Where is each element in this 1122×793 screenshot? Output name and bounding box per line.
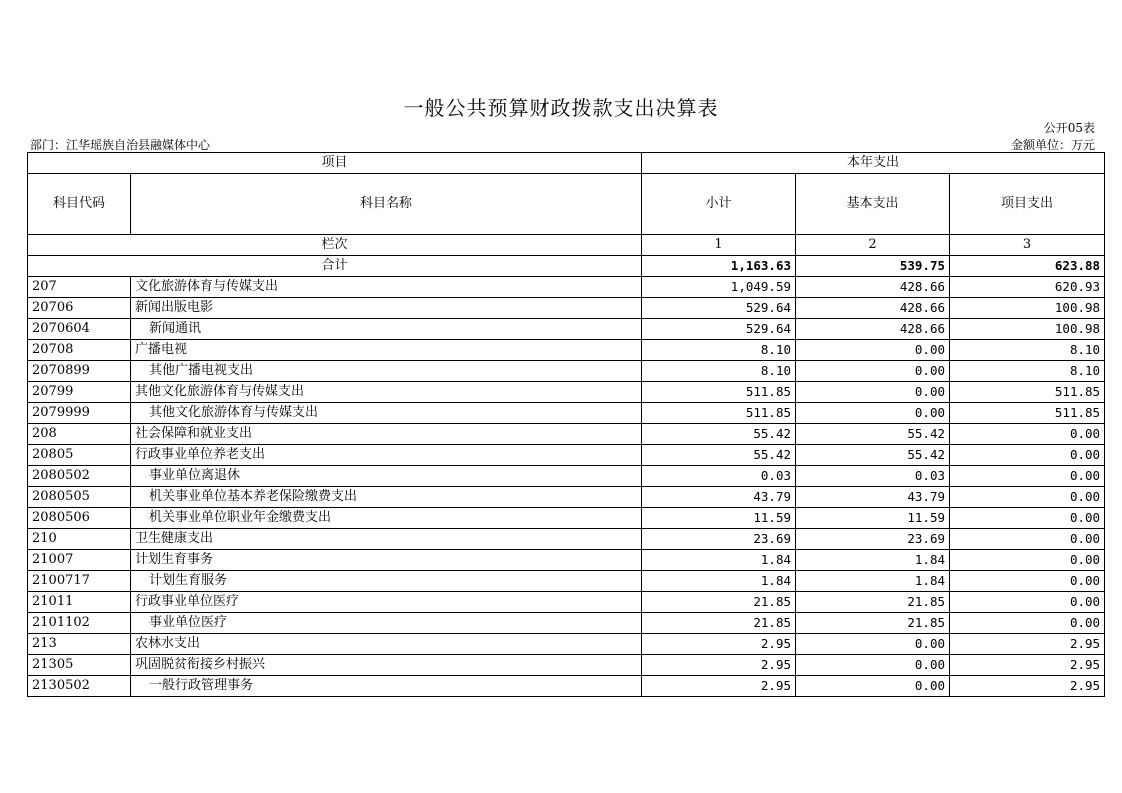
code-cell: 208 bbox=[28, 424, 131, 445]
program-cell: 0.00 bbox=[950, 550, 1105, 571]
code-cell: 2079999 bbox=[28, 403, 131, 424]
page-title: 一般公共预算财政拨款支出决算表 bbox=[403, 96, 719, 120]
code-cell: 21007 bbox=[28, 550, 131, 571]
table-row bbox=[28, 340, 1105, 361]
code-cell: 2080505 bbox=[28, 487, 131, 508]
name-cell: 文化旅游体育与传媒支出 bbox=[131, 277, 642, 298]
total-row bbox=[28, 256, 1105, 277]
name-cell: 计划生育服务 bbox=[131, 571, 642, 592]
name-cell: 新闻通讯 bbox=[131, 319, 642, 340]
program-cell: 0.00 bbox=[950, 571, 1105, 592]
table-row bbox=[28, 319, 1105, 340]
amount-unit-label: 金额单位：万元 bbox=[1010, 138, 1095, 152]
basic-cell: 0.00 bbox=[796, 361, 950, 382]
subtotal-cell: 2.95 bbox=[642, 676, 796, 697]
table-row bbox=[28, 634, 1105, 655]
program-cell: 0.00 bbox=[950, 613, 1105, 634]
program-cell: 100.98 bbox=[950, 298, 1105, 319]
program-cell: 0.00 bbox=[950, 508, 1105, 529]
subtotal-cell: 1.84 bbox=[642, 550, 796, 571]
total-program: 623.88 bbox=[950, 256, 1105, 277]
name-cell: 新闻出版电影 bbox=[131, 298, 642, 319]
program-cell: 2.95 bbox=[950, 655, 1105, 676]
program-cell: 511.85 bbox=[950, 382, 1105, 403]
name-cell: 事业单位医疗 bbox=[131, 613, 642, 634]
program-cell: 2.95 bbox=[950, 676, 1105, 697]
header-code: 科目代码 bbox=[28, 174, 131, 235]
program-cell: 8.10 bbox=[950, 361, 1105, 382]
column-index-2: 2 bbox=[796, 235, 950, 256]
program-cell: 2.95 bbox=[950, 634, 1105, 655]
basic-cell: 0.00 bbox=[796, 676, 950, 697]
subtotal-cell: 529.64 bbox=[642, 298, 796, 319]
code-cell: 2080502 bbox=[28, 466, 131, 487]
subtotal-cell: 55.42 bbox=[642, 445, 796, 466]
basic-cell: 428.66 bbox=[796, 298, 950, 319]
subtotal-cell: 43.79 bbox=[642, 487, 796, 508]
table-row bbox=[28, 403, 1105, 424]
basic-cell: 0.00 bbox=[796, 382, 950, 403]
table-row bbox=[28, 298, 1105, 319]
column-index-label: 栏次 bbox=[28, 235, 642, 256]
table-row bbox=[28, 592, 1105, 613]
program-cell: 8.10 bbox=[950, 340, 1105, 361]
table-row bbox=[28, 424, 1105, 445]
basic-cell: 55.42 bbox=[796, 445, 950, 466]
header-row-1 bbox=[28, 153, 1105, 174]
table-row bbox=[28, 382, 1105, 403]
total-subtotal: 1,163.63 bbox=[642, 256, 796, 277]
code-cell: 210 bbox=[28, 529, 131, 550]
subtotal-cell: 1,049.59 bbox=[642, 277, 796, 298]
basic-cell: 428.66 bbox=[796, 277, 950, 298]
basic-cell: 55.42 bbox=[796, 424, 950, 445]
code-cell: 2100717 bbox=[28, 571, 131, 592]
subtotal-cell: 2.95 bbox=[642, 655, 796, 676]
code-cell: 20708 bbox=[28, 340, 131, 361]
code-cell: 2130502 bbox=[28, 676, 131, 697]
code-cell: 20706 bbox=[28, 298, 131, 319]
program-cell: 0.00 bbox=[950, 592, 1105, 613]
program-cell: 620.93 bbox=[950, 277, 1105, 298]
name-cell: 巩固脱贫衔接乡村振兴 bbox=[131, 655, 642, 676]
program-cell: 0.00 bbox=[950, 466, 1105, 487]
table-row bbox=[28, 529, 1105, 550]
name-cell: 机关事业单位职业年金缴费支出 bbox=[131, 508, 642, 529]
program-cell: 0.00 bbox=[950, 445, 1105, 466]
subtotal-cell: 55.42 bbox=[642, 424, 796, 445]
subtotal-cell: 511.85 bbox=[642, 382, 796, 403]
basic-cell: 0.00 bbox=[796, 403, 950, 424]
header-name: 科目名称 bbox=[131, 174, 642, 235]
program-cell: 0.00 bbox=[950, 529, 1105, 550]
code-cell: 21011 bbox=[28, 592, 131, 613]
header-subtotal: 小计 bbox=[642, 174, 796, 235]
code-cell: 20805 bbox=[28, 445, 131, 466]
basic-cell: 0.03 bbox=[796, 466, 950, 487]
table-row bbox=[28, 655, 1105, 676]
code-cell: 2070899 bbox=[28, 361, 131, 382]
name-cell: 行政事业单位养老支出 bbox=[131, 445, 642, 466]
name-cell: 事业单位离退休 bbox=[131, 466, 642, 487]
subtotal-cell: 8.10 bbox=[642, 340, 796, 361]
basic-cell: 1.84 bbox=[796, 571, 950, 592]
subtotal-cell: 511.85 bbox=[642, 403, 796, 424]
table-row bbox=[28, 508, 1105, 529]
program-cell: 100.98 bbox=[950, 319, 1105, 340]
name-cell: 社会保障和就业支出 bbox=[131, 424, 642, 445]
program-cell: 0.00 bbox=[950, 487, 1105, 508]
code-cell: 207 bbox=[28, 277, 131, 298]
basic-cell: 21.85 bbox=[796, 613, 950, 634]
expenditure-table bbox=[27, 152, 1105, 697]
name-cell: 广播电视 bbox=[131, 340, 642, 361]
name-cell: 机关事业单位基本养老保险缴费支出 bbox=[131, 487, 642, 508]
program-cell: 0.00 bbox=[950, 424, 1105, 445]
basic-cell: 21.85 bbox=[796, 592, 950, 613]
subtotal-cell: 21.85 bbox=[642, 592, 796, 613]
name-cell: 其他文化旅游体育与传媒支出 bbox=[131, 382, 642, 403]
subtotal-cell: 21.85 bbox=[642, 613, 796, 634]
subtotal-cell: 2.95 bbox=[642, 634, 796, 655]
basic-cell: 43.79 bbox=[796, 487, 950, 508]
code-cell: 2070604 bbox=[28, 319, 131, 340]
subtotal-cell: 1.84 bbox=[642, 571, 796, 592]
table-row bbox=[28, 361, 1105, 382]
basic-cell: 23.69 bbox=[796, 529, 950, 550]
subtotal-cell: 0.03 bbox=[642, 466, 796, 487]
code-cell: 20799 bbox=[28, 382, 131, 403]
basic-cell: 11.59 bbox=[796, 508, 950, 529]
code-cell: 213 bbox=[28, 634, 131, 655]
column-index-3: 3 bbox=[950, 235, 1105, 256]
header-program: 项目支出 bbox=[950, 174, 1105, 235]
name-cell: 卫生健康支出 bbox=[131, 529, 642, 550]
header-row-2 bbox=[28, 174, 1105, 235]
name-cell: 其他文化旅游体育与传媒支出 bbox=[131, 403, 642, 424]
subtotal-cell: 529.64 bbox=[642, 319, 796, 340]
header-project: 项目 bbox=[28, 153, 642, 174]
basic-cell: 428.66 bbox=[796, 319, 950, 340]
table-row bbox=[28, 445, 1105, 466]
table-row bbox=[28, 571, 1105, 592]
header-basic: 基本支出 bbox=[796, 174, 950, 235]
table-row bbox=[28, 550, 1105, 571]
form-number: 公开05表 bbox=[1043, 121, 1095, 135]
name-cell: 计划生育事务 bbox=[131, 550, 642, 571]
table-row bbox=[28, 676, 1105, 697]
name-cell: 行政事业单位医疗 bbox=[131, 592, 642, 613]
name-cell: 一般行政管理事务 bbox=[131, 676, 642, 697]
code-cell: 2080506 bbox=[28, 508, 131, 529]
program-cell: 511.85 bbox=[950, 403, 1105, 424]
basic-cell: 0.00 bbox=[796, 655, 950, 676]
department-label: 部门：江华瑶族自治县融媒体中心 bbox=[30, 138, 211, 152]
subtotal-cell: 11.59 bbox=[642, 508, 796, 529]
subtotal-cell: 8.10 bbox=[642, 361, 796, 382]
name-cell: 农林水支出 bbox=[131, 634, 642, 655]
basic-cell: 1.84 bbox=[796, 550, 950, 571]
table-row bbox=[28, 466, 1105, 487]
header-current-year: 本年支出 bbox=[642, 153, 1105, 174]
code-cell: 2101102 bbox=[28, 613, 131, 634]
total-basic: 539.75 bbox=[796, 256, 950, 277]
table-row bbox=[28, 613, 1105, 634]
code-cell: 21305 bbox=[28, 655, 131, 676]
name-cell: 其他广播电视支出 bbox=[131, 361, 642, 382]
subtotal-cell: 23.69 bbox=[642, 529, 796, 550]
basic-cell: 0.00 bbox=[796, 340, 950, 361]
column-index-row bbox=[28, 235, 1105, 256]
basic-cell: 0.00 bbox=[796, 634, 950, 655]
column-index-1: 1 bbox=[642, 235, 796, 256]
table-row bbox=[28, 487, 1105, 508]
total-label: 合计 bbox=[28, 256, 642, 277]
table-row bbox=[28, 277, 1105, 298]
